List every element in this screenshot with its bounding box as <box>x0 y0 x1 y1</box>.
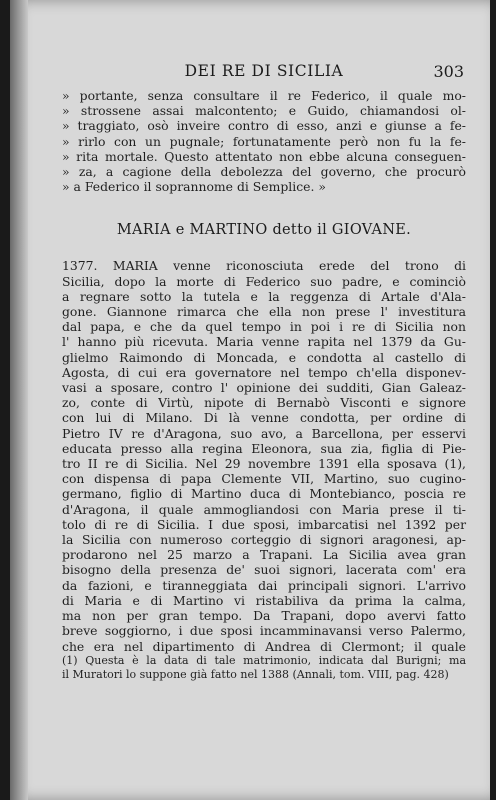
text-line: educata presso alla regina Eleonora, sua zia, figlia di Pie- <box>62 440 466 456</box>
text-line: dal papa, e che da quel tempo in poi i re di Sicilia non <box>62 319 466 335</box>
text-line: prodarono nel 25 marzo a Trapani. La Sicilia avea gran <box>62 547 466 563</box>
text-line: germano, figlio di Martino duca di Montebianco, poscia re <box>62 486 466 502</box>
page-binding-shadow <box>10 0 28 800</box>
text-line: » portante, senza consultare il re Federico, il quale mo- <box>62 88 466 103</box>
text-line: a regnare sotto la tutela e la reggenza di Artale d'Ala- <box>62 288 466 304</box>
text-line: breve soggiorno, i due sposi incamminavansi verso Palermo, <box>62 623 466 639</box>
page-header <box>60 62 468 84</box>
text-line: Sicilia, dopo la morte di Federico suo padre, e cominciò <box>62 273 466 289</box>
text-line: tro II re di Sicilia. Nel 29 novembre 1391 ella sposava (1), <box>62 456 466 472</box>
text-line: vasi a sposare, contro l' opinione dei sudditi, Gian Galeaz- <box>62 380 466 396</box>
text-line: con lui di Milano. Di là venne condotta, per ordine di <box>62 410 466 426</box>
text-line: Pietro IV re d'Aragona, suo avo, a Barcellona, per esservi <box>62 425 466 441</box>
text-line: » rita mortale. Questo attentato non ebbe alcuna conseguen- <box>62 148 466 164</box>
footnote-line: il Muratori lo suppone già fatto nel 1388 (Annali, tom. VIII, pag. 428) <box>62 668 449 681</box>
text-line: » strossene assai malcontento; e Guido, chiamandosi ol- <box>62 103 466 119</box>
quote-paragraph <box>62 88 466 194</box>
text-line: l' hanno più ricevuta. Maria venne rapita nel 1379 da Gu- <box>62 334 466 350</box>
footnotes <box>62 654 466 682</box>
running-title: DEI RE DI SICILIA <box>184 62 344 80</box>
text-line: d'Aragona, il quale ammogliandosi con Maria prese il ti- <box>62 501 466 517</box>
text-line: di Maria e di Martino vi ristabiliva da prima la calma, <box>62 592 466 608</box>
text-line: zo, conte di Virtù, nipote di Bernabò Visconti e signore <box>62 395 466 411</box>
text-line: da fazioni, e tiranneggiata dai principali signori. L'arrivo <box>62 577 466 593</box>
page-body <box>62 88 466 654</box>
text-line: con dispensa di papa Clemente VII, Martino, suo cugino- <box>62 471 466 487</box>
footnote-line: (1) Questa è la data di tale matrimonio, indicata dal Burigni; ma <box>62 654 466 667</box>
section-title: MARIA e MARTINO detto il GIOVANE. <box>116 222 412 239</box>
text-line: bisogno della presenza de' suoi signori, lacerata com' era <box>62 562 466 578</box>
book-page <box>10 0 490 800</box>
text-line: » rirlo con un pugnale; fortunatamente però non fu la fe- <box>62 133 466 149</box>
text-line: la Sicilia con numeroso corteggio di signori aragonesi, ap- <box>62 532 466 548</box>
text-line: » a Federico il soprannome di Semplice. » <box>62 179 326 195</box>
text-line: che era nel dipartimento di Andrea di Clermont; il quale <box>62 638 466 654</box>
text-line: » za, a cagione della debolezza del governo, che procurò <box>62 164 466 180</box>
text-line: » traggiato, osò inveire contro di esso, anzi e giunse a fe- <box>62 118 466 134</box>
text-line: glielmo Raimondo di Moncada, e condotta al castello di <box>62 349 466 365</box>
text-line: 1377. MARIA venne riconosciuta erede del trono di <box>62 258 466 274</box>
text-line: ma non per gran tempo. Da Trapani, dopo avervi fatto <box>62 608 466 624</box>
text-line: Agosta, di cui era governatore nel tempo ch'ella disponev- <box>62 364 466 380</box>
main-paragraph <box>62 258 466 653</box>
text-line: tolo di re di Sicilia. I due sposi, imbarcatisi nel 1392 per <box>62 516 466 532</box>
page-number: 303 <box>433 62 464 81</box>
text-line: gone. Giannone rimarca che ella non prese l' investitura <box>62 304 466 320</box>
